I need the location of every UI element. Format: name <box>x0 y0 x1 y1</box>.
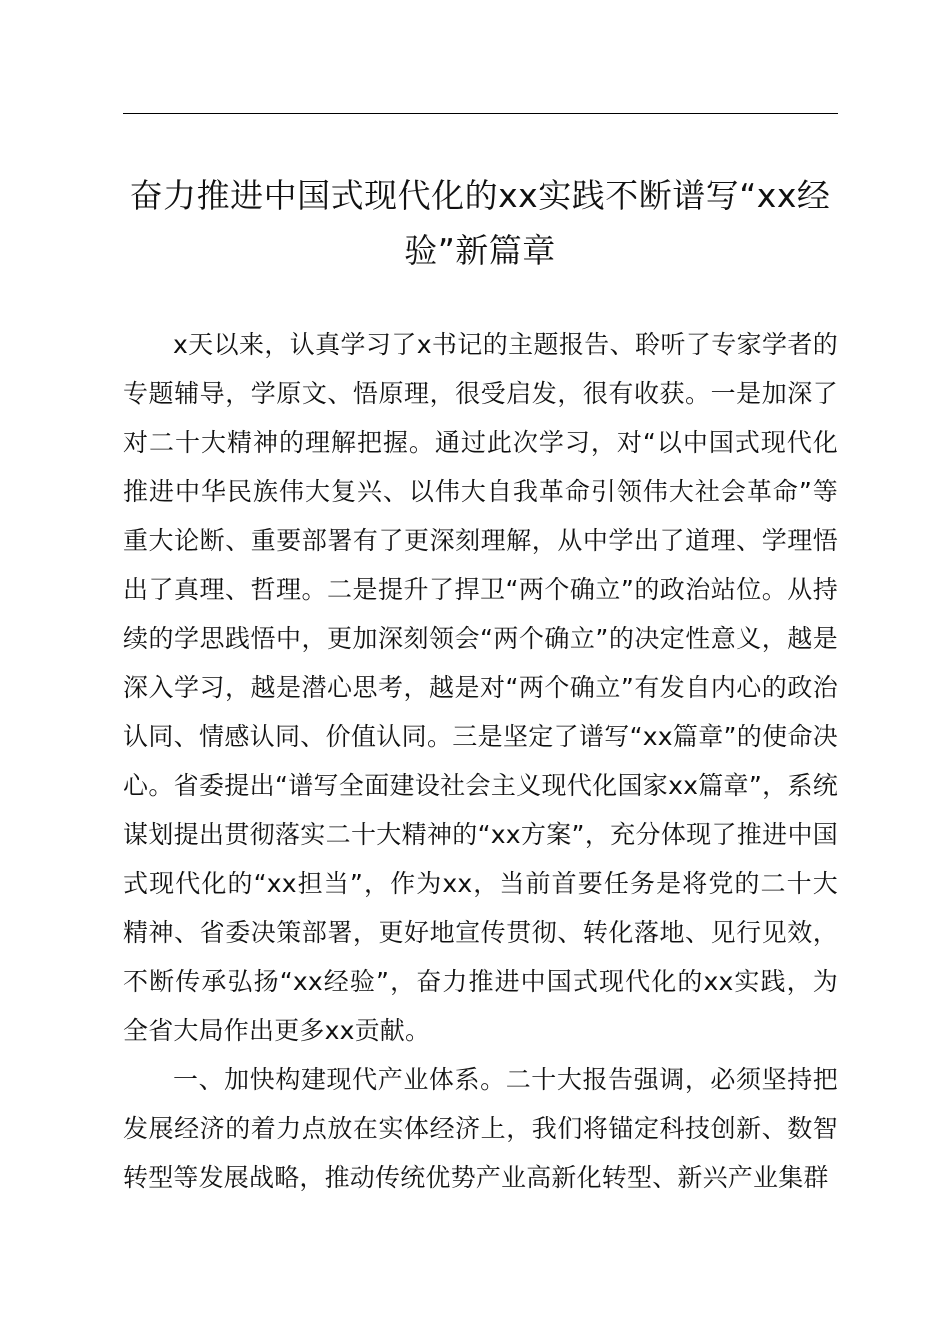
document-title: 奋力推进中国式现代化的xx实践不断谱写“xx经验”新篇章 <box>129 176 831 270</box>
paragraph: x天以来，认真学习了x书记的主题报告、聆听了专家学者的专题辅导，学原文、悟原理，很受启发，很有收获。一是加深了对二十大精神的理解把握。通过此次学习，对“以中国式现代化推进中华民族伟大复兴、以伟大自我革命引领伟大社会革命”等重大论断、重要部署有了更深刻理解，从中学出了道理、学理悟出了真理、哲理。二是提升了捍卫“两个确立”的政治站位。从持续的学思践悟中，更加深刻领会“两个确立”的决定性意义，越是深入学习，越是潜心思考，越是对“两个确立”有发自内心的政治认同、情感认同、价值认同。三是坚定了谱写“xx篇章”的使命决心。省委提出“谱写全面建设社会主义现代化国家xx篇章”，系统谋划提出贯彻落实二十大精神的“xx方案”，充分体现了推进中国式现代化的“xx担当”，作为xx，当前首要任务是将党的二十大精神、省委决策部署，更好地宣传贯彻、转化落地、见行见效，不断传承弘扬“xx经验”，奋力推进中国式现代化的xx实践，为全省大局作出更多xx贡献。 <box>123 330 838 1045</box>
header-rule <box>123 113 838 114</box>
paragraph: 一、加快构建现代产业体系。二十大报告强调，必须坚持把发展经济的着力点放在实体经济上，我们将锚定科技创新、数智转型等发展战略，推动传统优势产业高新化转型、新兴产业集群 <box>123 1065 838 1192</box>
document-body <box>123 320 838 1202</box>
